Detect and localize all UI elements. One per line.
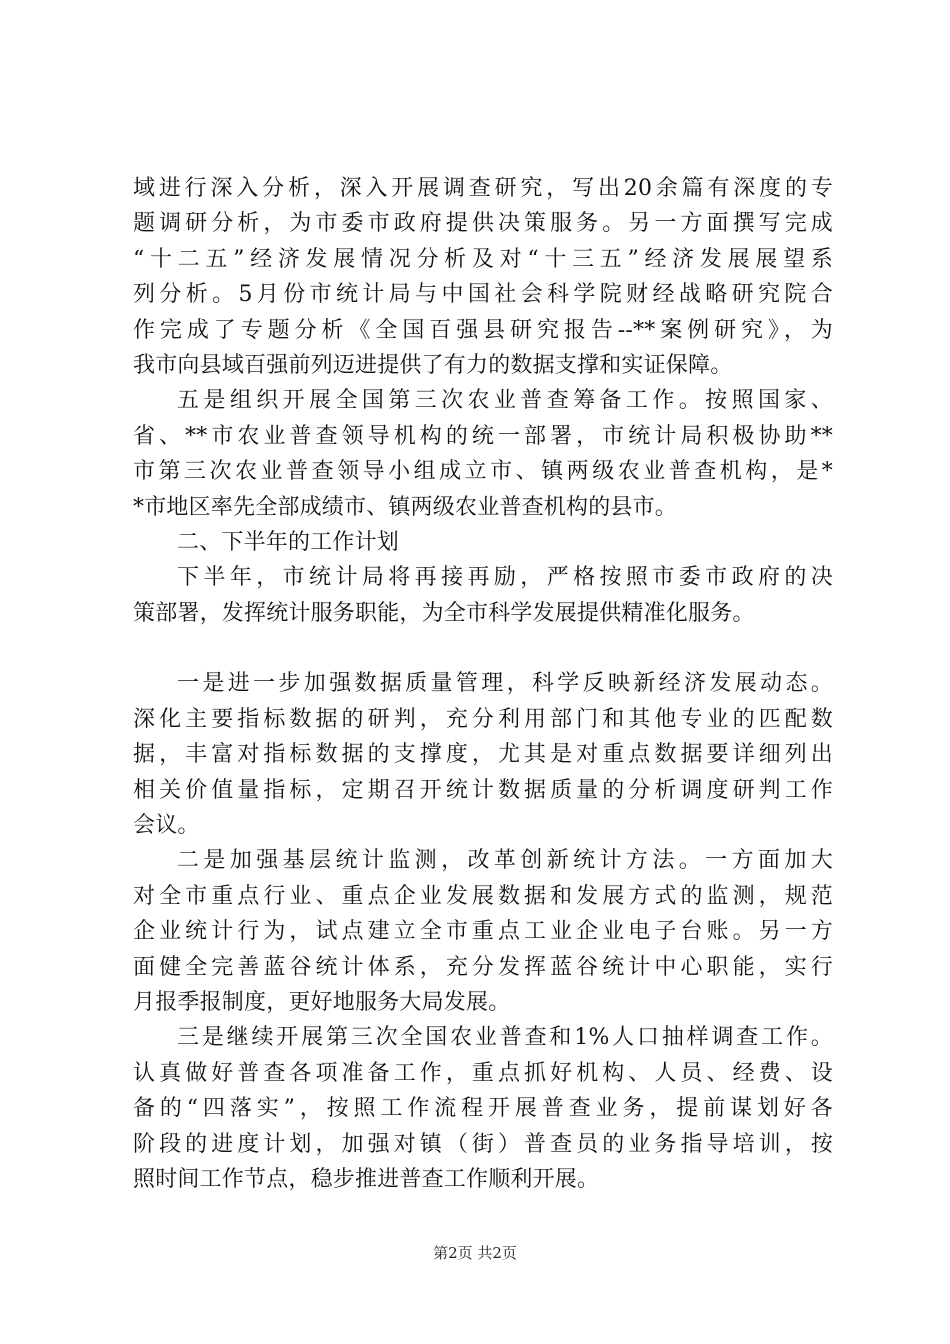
text-line: 五是组织开展全国第三次农业普查筹备工作。按照国家、 <box>177 388 833 414</box>
page-number-footer: 第2页 共2页 <box>433 1244 517 1262</box>
text-line: 域进行深入分析，深入开展调查研究，写出20余篇有深度的专 <box>133 176 833 201</box>
blank-line <box>133 631 833 666</box>
text-line: “十二五”经济发展情况分析及对“十三五”经济发展展望系 <box>133 246 833 272</box>
text-line: 备的“四落实”，按照工作流程开展普查业务，提前谋划好各 <box>133 1096 833 1122</box>
text-line: 相关价值量指标，定期召开统计数据质量的分析调度研判工作 <box>133 777 833 803</box>
paragraph <box>133 171 833 383</box>
text-line: 题调研分析，为市委市政府提供决策服务。另一方面撰写完成 <box>133 211 833 237</box>
paragraph <box>133 843 833 1020</box>
text-line: 市第三次农业普查领导小组成立市、镇两级农业普查机构，是* <box>133 459 833 485</box>
text-line: 认真做好普查各项准备工作，重点抓好机构、人员、经费、设 <box>133 1060 833 1086</box>
text-line: 对全市重点行业、重点企业发展数据和发展方式的监测，规范 <box>133 883 833 909</box>
text-line: 一是进一步加强数据质量管理，科学反映新经济发展动态。 <box>177 671 833 697</box>
text-line: 深化主要指标数据的研判，充分利用部门和其他专业的匹配数 <box>133 706 833 732</box>
heading-text: 二、下半年的工作计划 <box>177 529 400 555</box>
text-line: 作完成了专题分析《全国百强县研究报告--**案例研究》，为 <box>133 317 833 343</box>
text-line: 照时间工作节点，稳步推进普查工作顺利开展。 <box>133 1166 600 1192</box>
text-line: *市地区率先全部成绩市、镇两级农业普查机构的县市。 <box>133 494 678 520</box>
text-line: 阶段的进度计划，加强对镇（街）普查员的业务指导培训，按 <box>133 1131 833 1157</box>
text-line: 列分析。5月份市统计局与中国社会科学院财经战略研究院合 <box>133 282 833 308</box>
document-body <box>133 171 833 1197</box>
section-heading <box>133 525 833 560</box>
text-line: 企业统计行为，试点建立全市重点工业企业电子台账。另一方 <box>133 919 833 945</box>
paragraph <box>133 1020 833 1197</box>
text-line: 下半年，市统计局将再接再励，严格按照市委市政府的决 <box>177 565 833 591</box>
text-line: 我市向县域百强前列迈进提供了有力的数据支撑和实证保障。 <box>133 352 733 378</box>
text-line: 二是加强基层统计监测，改革创新统计方法。一方面加大 <box>177 848 833 874</box>
paragraph <box>133 383 833 525</box>
text-line: 面健全完善蓝谷统计体系，充分发挥蓝谷统计中心职能，实行 <box>133 954 833 980</box>
text-line: 省、**市农业普查领导机构的统一部署，市统计局积极协助** <box>133 423 833 449</box>
text-line: 据，丰富对指标数据的支撑度，尤其是对重点数据要详细列出 <box>133 742 833 768</box>
paragraph <box>133 666 833 843</box>
text-line: 会议。 <box>133 813 200 839</box>
text-line: 月报季报制度，更好地服务大局发展。 <box>133 989 511 1015</box>
text-line: 策部署，发挥统计服务职能，为全市科学发展提供精准化服务。 <box>133 600 755 626</box>
text-line: 三是继续开展第三次全国农业普查和1%人口抽样调查工作。 <box>177 1025 833 1051</box>
paragraph <box>133 560 833 631</box>
